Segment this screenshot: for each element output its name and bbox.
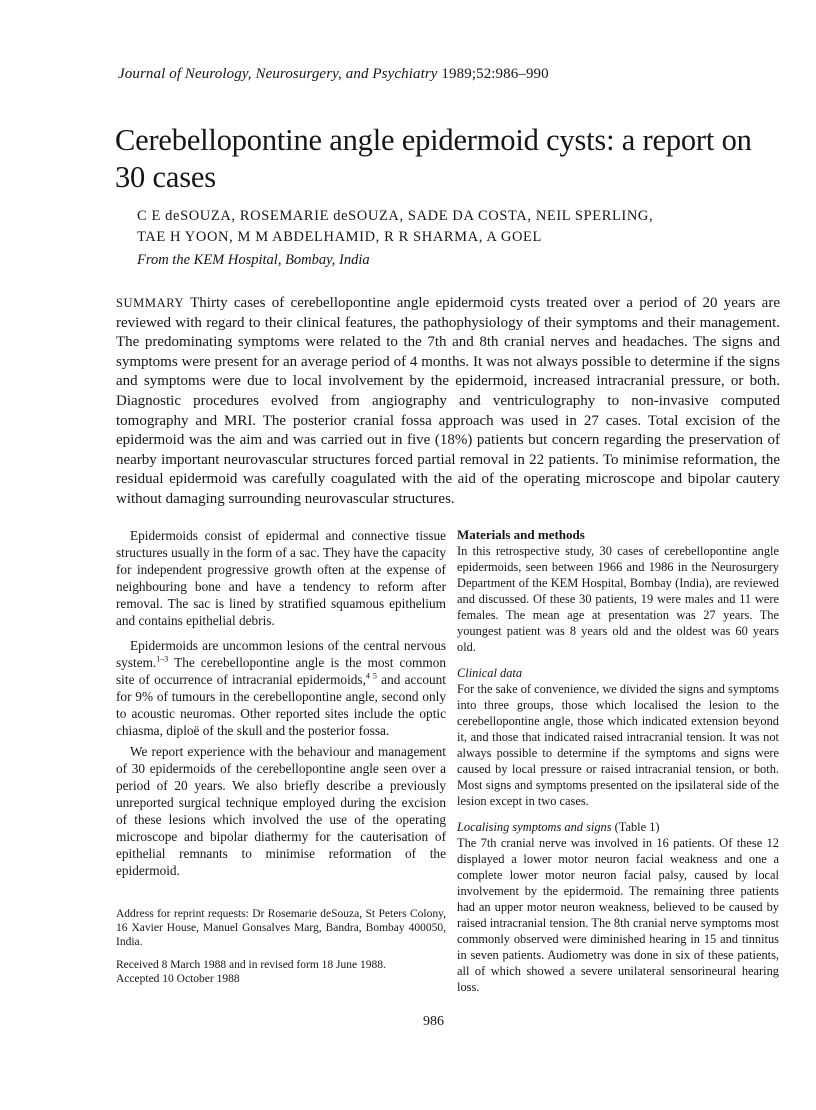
summary-label: SUMMARY xyxy=(116,296,185,310)
intro-paragraph-3: We report experience with the behaviour and management of 30 epidermoids of the cerebellopontine angle seen over a period of 20 years. We also briefly describe a previously unreported surgical technique employed during the excision of these lesions which involved the use of the operating microscope and bipolar diathermy for the cauterisation of epithelial remnants to minimise reformation of the epidermoid. xyxy=(116,744,446,878)
intro-p2-part-c: and account for 9% of tumours in the cerebellopontine angle, second only to acoustic neuromas. Other reported sites include the optic chiasma, diploë of the skull and the posterior fossa. xyxy=(116,672,446,738)
authors-line-1: C E deSOUZA, ROSEMARIE deSOUZA, SADE DA COSTA, NEIL SPERLING, xyxy=(137,208,654,224)
author-list xyxy=(137,206,777,248)
intro-paragraph-2 xyxy=(116,637,446,739)
methods-paragraph-1: In this retrospective study, 30 cases of cerebellopontine angle epidermoids, seen between 1966 and 1986 in the Neurosurgery Department of the KEM Hospital, Bombay (India), are reviewed and discussed. Of these 30 patients, 19 were males and 11 were females. The mean age at presentation was 27 years. The youngest patient was 8 years old and the oldest was 60 years old. xyxy=(457,544,779,654)
intro-paragraph-1: Epidermoids consist of epidermal and connective tissue structures usually in the form of a sac. They have the capacity for independent progressive growth often at the expense of neighbouring bone and have a tendency to reform after removal. The sac is lined by stratified squamous epithelium and contains epithelial debris. xyxy=(116,528,446,628)
localising-heading: Localising symptoms and signs xyxy=(457,820,612,834)
journal-citation xyxy=(118,66,549,83)
journal-name: Journal of Neurology, Neurosurgery, and Psychiatry xyxy=(118,66,438,82)
affiliation: From the KEM Hospital, Bombay, India xyxy=(137,252,370,268)
citation-ref-4-5: 4 5 xyxy=(365,671,377,681)
right-column xyxy=(457,527,779,995)
received-dates xyxy=(116,958,446,986)
summary-abstract xyxy=(116,294,780,510)
intro-p2-part-a: Epidermoids are uncommon lesions of the central nervous system. xyxy=(116,638,446,670)
table-reference: (Table 1) xyxy=(611,820,660,834)
summary-text: Thirty cases of cerebellopontine angle epidermoid cysts treated over a period of 20 years are reviewed with regard to their clinical features, the pathophysiology of their symptoms and their management. The predominating symptoms were related to the 7th and 8th cranial nerves and headaches. The signs and symptoms were present for an average period of 4 months. It was not always possible to determine if the signs and symptoms were due to local involvement by the epidermoid, increased intracranial pressure, or both. Diagnostic procedures evolved from angiography and ventriculography to non-invasive computed tomography and MRI. The posterior cranial fossa approach was used in 27 cases. Total excision of the epidermoid was the aim and was carried out in five (18%) patients but concern regarding the preservation of nearby important neurovascular structures forced partial removal in 22 patients. To minimise reformation, the residual epidermoid was carefully coagulated with the aid of the operating microscope and bipolar cautery without damaging surrounding neurovascular structures. xyxy=(116,295,780,507)
article-title: Cerebellopontine angle epidermoid cysts: a report on 30 cases xyxy=(115,123,752,194)
clinical-data-heading: Clinical data xyxy=(457,666,523,680)
clinical-data-paragraph: For the sake of convenience, we divided the signs and symptoms into three groups, those which localised the lesion to the cerebellopontine angle, those which indicated extension beyond it, and those that indicated raised intracranial tension. It was not always possible to determine if the symptoms and signs were caused by local pressure or raised intracranial tension, or both. Most signs and symptoms presented on the ipsilateral side of the lesion except in two cases. xyxy=(457,682,779,808)
localising-paragraph: The 7th cranial nerve was involved in 16 patients. Of these 12 displayed a lower motor neuron facial weakness and one a complete lower motor neuron facial palsy, caused by local involvement by the epidermoid. The remaining three patients had an upper motor neuron weakness, believed to be caused by raised intracranial tension. The 8th cranial nerve symptoms most commonly observed were diminished hearing in 15 and tinnitus in seven patients. Audiometry was done in six of these patients, all of which showed a severe unilateral sensorineural hearing loss. xyxy=(457,836,779,994)
authors-line-2: TAE H YOON, M M ABDELHAMID, R R SHARMA, A GOEL xyxy=(137,229,542,245)
journal-year-volume: 1989;52:986–990 xyxy=(441,66,549,82)
citation-ref-1-3: 1–3 xyxy=(156,654,169,664)
intro-p2-part-b: The cerebellopontine angle is the most common site of occurrence of intracranial epidermoids, xyxy=(116,655,446,687)
localising-heading-line xyxy=(457,819,779,835)
reprint-address: Address for reprint requests: Dr Rosemarie deSouza, St Peters Colony, 16 Xavier House, Manuel Gonsalves Marg, Bandra, Bombay 400050, India. xyxy=(116,908,446,949)
materials-methods-heading: Materials and methods xyxy=(457,527,585,542)
left-column xyxy=(116,527,446,879)
received-date: Received 8 March 1988 and in revised form 18 June 1988. xyxy=(116,959,386,971)
page-number: 986 xyxy=(423,1014,444,1029)
accepted-date: Accepted 10 October 1988 xyxy=(116,973,240,986)
